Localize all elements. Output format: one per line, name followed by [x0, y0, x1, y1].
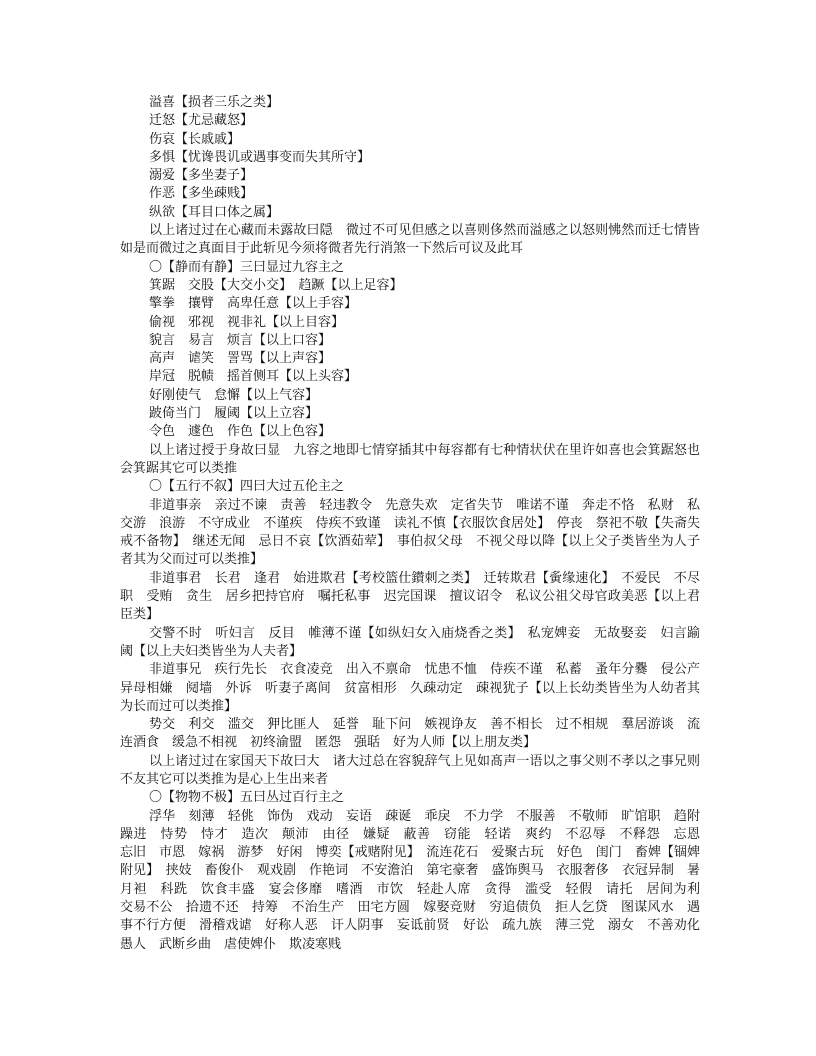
paragraph: 非道事君 长君 逢君 始进欺君【考校篮仕鑚刺之类】 迁转欺君【夤缘速化】 不爱民 不尽职 受贿 贪生 居乡把持官府 嘱托私事 迟完国课 擅议诏令 私议公祖父母官政美恶【以上君臣类】: [120, 570, 700, 623]
paragraph: 势交 利交 滥交 狎比匪人 延誉 耻下问 嫉视诤友 善不相长 过不相规 羣居游谈 流连酒食 缓急不相视 初终渝盟 匿怨 强聒 好为人师【以上朋友类】: [120, 717, 700, 751]
paragraph: 非道事兄 疾行先长 衣食凌竞 出入不禀命 忧患不恤 侍疾不谨 私蓄 蚤年分爨 侵公产 异母相嫌 阋墙 外诉 听妻子离间 贫富相形 久疎动定 疎视犹子【以上长幼类皆坐为人幼者其为长而过可以类推】: [120, 662, 714, 714]
paragraph: 貌言 易言 烦言【以上口容】: [149, 332, 332, 348]
paragraph: 溺爱【多坐妻子】: [149, 168, 254, 184]
paragraph: 擎拳 攘臂 高卑任意【以上手容】: [149, 296, 358, 312]
paragraph: 令色 遽色 作色【以上色容】: [149, 424, 332, 440]
paragraph: 多惧【忧谗畏讥或遇事变而失其所守】: [149, 149, 371, 165]
section-heading: 〇【物物不极】五曰丛过百行主之: [149, 790, 345, 806]
paragraph: 箕踞 交股【大交小交】 趋蹶【以上足容】: [149, 277, 403, 293]
paragraph: 作恶【多坐疎贱】: [149, 186, 254, 202]
paragraph: 迁怒【尤忌藏怒】: [149, 113, 254, 129]
paragraph: 浮华 刻薄 轻佻 饰伪 戏动 妄语 疎诞 乖戾 不力学 不服善 不敬师 旷馆职 趋附 躁进 恃势 恃才 造次 颠沛 由径 嫌疑 蔽善 窃能 轻诺 爽约 不忍辱 不释怨 忘恩 忘旧 市恩 嫁祸 游梦 好闲 博奕【戒赌附见】 流连花石 爱聚古玩 好色 闺门 畜婢【锢婢附见】 挟妓 畜俊仆 观戏剧 作艳词 不安澹泊 第宅豪奢 盛饰舆马 衣服奢侈 衣冠异制 暑月袒 科跣 饮食丰盛 宴会侈靡 嗜酒 市饮 轻赴人席 贪得 滥受 轻假 请托 居间为利 交易不公 拾遗不还 持筹 不治生产 田宅方圆 嫁娶竞财 穷追债负 拒人乞贷 图谋风水 遇事不行方便 滑稽戏谑 好称人恶 讦人阴事 妄诋前贤 好讼 疏九族 薄三党 溺女 不善劝化愚人 武断乡曲 虐使婢仆 欺凌寒贱: [120, 808, 714, 952]
paragraph: 以上诸过授于身故曰显 九容之地即七情穿插其中每容都有七种情状伏在里许如喜也会箕踞怒也会箕踞其它可以类推: [120, 442, 700, 476]
paragraph: 偷视 邪视 视非礼【以上目容】: [149, 314, 345, 330]
document-page: [120, 94, 714, 954]
paragraph: 交警不时 听妇言 反目 帷薄不谨【如纵妇女入庙烧香之类】 私宠婢妾 无故娶妾 妇言踰阈【以上夫妇类皆坐为人夫者】: [120, 625, 700, 659]
paragraph: 以上诸过过在心藏而未露故曰隠 微过不可见但感之以喜则侈然而溢感之以怒则怫然而迁七情皆如是而微过之真面目于此斩见今须将微者先行消煞一下然后可议及此耳: [120, 223, 700, 257]
paragraph: 溢喜【损者三乐之类】: [149, 95, 280, 110]
paragraph: 岸冠 脱帻 摇首侧耳【以上头容】: [149, 369, 358, 385]
paragraph: 纵欲【耳目口体之属】: [149, 204, 280, 220]
section-heading: 〇【五行不叙】四曰大过五伦主之: [149, 479, 345, 495]
paragraph: 非道事亲 亲过不谏 责善 轻违教令 先意失欢 定省失节 唯诺不谨 奔走不恪 私财 私交游 浪游 不守成业 不谨疾 侍疾不致谨 读礼不慎【衣服饮食居处】 停丧 祭祀不敬【失斋失戒不备物】 继述无闻 忌日不哀【饮酒茹荤】 事伯叔父母 不视父母以降【以上父子类皆坐为人子者其为父而过可以类推】: [120, 497, 700, 568]
paragraph: 伤哀【长戚戚】: [149, 131, 241, 147]
paragraph: 好刚使气 怠懈【以上气容】: [149, 387, 319, 403]
paragraph: 以上诸过过在家国天下故曰大 诸大过总在容貌辞气上见如髙声一语以之事父则不孝以之事兄则不友其它可以类推为是心上生出来者: [120, 753, 700, 787]
paragraph: 高声 谑笑 詈骂【以上声容】: [149, 351, 332, 367]
paragraph: 跛倚当门 履阈【以上立容】: [149, 406, 319, 422]
section-heading: 〇【静而有静】三曰显过九容主之: [149, 259, 345, 275]
